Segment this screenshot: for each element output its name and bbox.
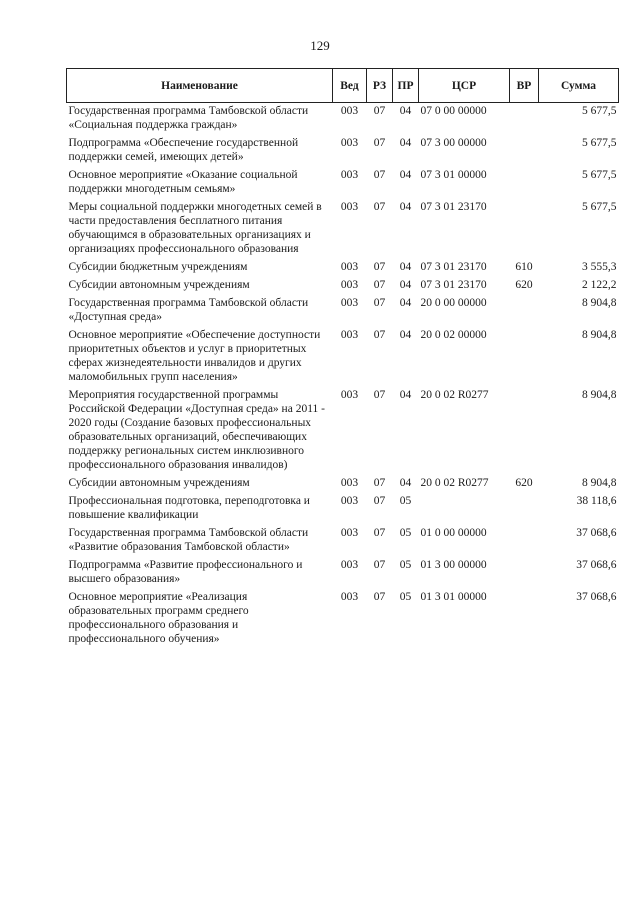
- cell-csr: [419, 493, 510, 525]
- cell-pr: 05: [399, 495, 412, 507]
- cell-pr: 04: [399, 201, 412, 213]
- header-ved: Вед: [333, 69, 367, 103]
- cell-rz: 07: [373, 297, 386, 309]
- cell-rz: 07: [373, 527, 386, 539]
- cell-sum: 5 677,5: [582, 169, 617, 181]
- cell-ved: 003: [340, 297, 359, 309]
- cell-sum: 3 555,3: [582, 261, 617, 273]
- cell-csr: 01 0 00 00000: [420, 527, 487, 539]
- cell-vr: [510, 525, 539, 557]
- cell-csr: 07 0 00 00000: [420, 105, 487, 117]
- cell-ved: 003: [340, 329, 359, 341]
- budget-table: [66, 68, 619, 649]
- table-row: [67, 259, 619, 277]
- cell-pr: 04: [399, 105, 412, 117]
- cell-name: Основное мероприятие «Реализация образовательных программ среднего профессионального образования и профессионального обучения»: [68, 591, 249, 645]
- cell-ved: 003: [340, 527, 359, 539]
- header-csr: ЦСР: [419, 69, 510, 103]
- cell-pr: 04: [399, 477, 412, 489]
- cell-rz: 07: [373, 169, 386, 181]
- cell-csr: 01 3 00 00000: [420, 559, 487, 571]
- table-row: [67, 525, 619, 557]
- cell-name: Субсидии бюджетным учреждениям: [68, 261, 248, 273]
- cell-sum: 38 118,6: [576, 495, 617, 507]
- cell-vr: [510, 327, 539, 387]
- cell-pr: 04: [399, 261, 412, 273]
- table-row: [67, 493, 619, 525]
- table-header-row: [67, 69, 619, 103]
- cell-rz: 07: [373, 137, 386, 149]
- cell-ved: 003: [340, 389, 359, 401]
- cell-rz: 07: [373, 201, 386, 213]
- cell-rz: 07: [373, 279, 386, 291]
- cell-pr: 05: [399, 527, 412, 539]
- cell-sum: 5 677,5: [582, 137, 617, 149]
- cell-vr: [510, 135, 539, 167]
- cell-csr: 07 3 01 23170: [420, 279, 487, 291]
- cell-name: Подпрограмма «Развитие профессионального и высшего образования»: [68, 559, 303, 585]
- cell-ved: 003: [340, 591, 359, 603]
- cell-vr: [510, 295, 539, 327]
- cell-ved: 003: [340, 169, 359, 181]
- cell-name: Государственная программа Тамбовской области «Развитие образования Тамбовской области»: [68, 527, 309, 553]
- cell-vr: [510, 493, 539, 525]
- cell-ved: 003: [340, 261, 359, 273]
- cell-sum: 2 122,2: [582, 279, 617, 291]
- cell-name: Подпрограмма «Обеспечение государственной поддержки семей, имеющих детей»: [68, 137, 299, 163]
- cell-csr: 07 3 01 00000: [420, 169, 487, 181]
- cell-vr: [510, 199, 539, 259]
- cell-sum: 8 904,8: [582, 329, 617, 341]
- cell-rz: 07: [373, 329, 386, 341]
- cell-vr: [510, 167, 539, 199]
- header-rz: РЗ: [367, 69, 393, 103]
- cell-sum: 5 677,5: [582, 201, 617, 213]
- cell-ved: 003: [340, 137, 359, 149]
- table-row: [67, 387, 619, 475]
- table-row: [67, 277, 619, 295]
- cell-csr: 07 3 01 23170: [420, 201, 487, 213]
- cell-rz: 07: [373, 559, 386, 571]
- table-row: [67, 199, 619, 259]
- header-pr: ПР: [393, 69, 419, 103]
- cell-ved: 003: [340, 495, 359, 507]
- cell-ved: 003: [340, 477, 359, 489]
- table-row: [67, 589, 619, 649]
- cell-vr: [510, 103, 539, 136]
- cell-pr: 04: [399, 279, 412, 291]
- cell-vr: 610: [515, 261, 533, 273]
- table-body: [67, 103, 619, 650]
- cell-ved: 003: [340, 279, 359, 291]
- cell-pr: 04: [399, 297, 412, 309]
- cell-pr: 05: [399, 559, 412, 571]
- cell-name: Основное мероприятие «Обеспечение доступности приоритетных объектов и услуг в приоритетных сферах жизнедеятельности инвалидов и других маломобильных групп населения»: [68, 329, 321, 383]
- cell-rz: 07: [373, 591, 386, 603]
- cell-sum: 8 904,8: [582, 389, 617, 401]
- cell-rz: 07: [373, 389, 386, 401]
- cell-ved: 003: [340, 105, 359, 117]
- cell-sum: 37 068,6: [576, 527, 617, 539]
- cell-pr: 04: [399, 389, 412, 401]
- cell-name: Основное мероприятие «Оказание социальной поддержки многодетным семьям»: [68, 169, 298, 195]
- header-sum: Сумма: [539, 69, 619, 103]
- cell-vr: [510, 589, 539, 649]
- cell-sum: 5 677,5: [582, 105, 617, 117]
- cell-vr: [510, 387, 539, 475]
- cell-name: Профессиональная подготовка, переподготовка и повышение квалификации: [68, 495, 310, 521]
- cell-vr: [510, 557, 539, 589]
- cell-name: Государственная программа Тамбовской области «Доступная среда»: [68, 297, 309, 323]
- cell-csr: 07 3 01 23170: [420, 261, 487, 273]
- header-name: Наименование: [67, 69, 333, 103]
- cell-rz: 07: [373, 105, 386, 117]
- table-row: [67, 475, 619, 493]
- cell-pr: 04: [399, 137, 412, 149]
- cell-name: Государственная программа Тамбовской области «Социальная поддержка граждан»: [68, 105, 309, 131]
- cell-name: Субсидии автономным учреждениям: [68, 279, 250, 291]
- cell-csr: 20 0 02 00000: [420, 329, 487, 341]
- cell-name: Субсидии автономным учреждениям: [68, 477, 250, 489]
- cell-csr: 01 3 01 00000: [420, 591, 487, 603]
- cell-sum: 8 904,8: [582, 477, 617, 489]
- cell-vr: 620: [515, 279, 533, 291]
- page-number: 129: [310, 38, 330, 53]
- cell-sum: 37 068,6: [576, 591, 617, 603]
- cell-name: Меры социальной поддержки многодетных семей в части предоставления бесплатного питания обучающимся в образовательных организациях и организациях профессионального образования: [68, 201, 322, 255]
- table-row: [67, 295, 619, 327]
- cell-csr: 20 0 00 00000: [420, 297, 487, 309]
- cell-rz: 07: [373, 477, 386, 489]
- table-row: [67, 135, 619, 167]
- cell-name: Мероприятия государственной программы Российской Федерации «Доступная среда» на 2011 - 2020 годы (Создание базовых профессиональных образовательных организаций, обеспечивающих поддержку региональных систем инклюзивного профессионального образования инвалидов): [68, 389, 325, 471]
- cell-rz: 07: [373, 495, 386, 507]
- table-row: [67, 167, 619, 199]
- table-row: [67, 103, 619, 136]
- cell-csr: 20 0 02 R0277: [420, 477, 489, 489]
- table-row: [67, 327, 619, 387]
- cell-pr: 05: [399, 591, 412, 603]
- cell-rz: 07: [373, 261, 386, 273]
- header-vr: ВР: [510, 69, 539, 103]
- cell-sum: 37 068,6: [576, 559, 617, 571]
- cell-vr: 620: [515, 477, 533, 489]
- cell-csr: 07 3 00 00000: [420, 137, 487, 149]
- cell-ved: 003: [340, 201, 359, 213]
- cell-pr: 04: [399, 169, 412, 181]
- table-row: [67, 557, 619, 589]
- cell-pr: 04: [399, 329, 412, 341]
- cell-ved: 003: [340, 559, 359, 571]
- cell-sum: 8 904,8: [582, 297, 617, 309]
- cell-csr: 20 0 02 R0277: [420, 389, 489, 401]
